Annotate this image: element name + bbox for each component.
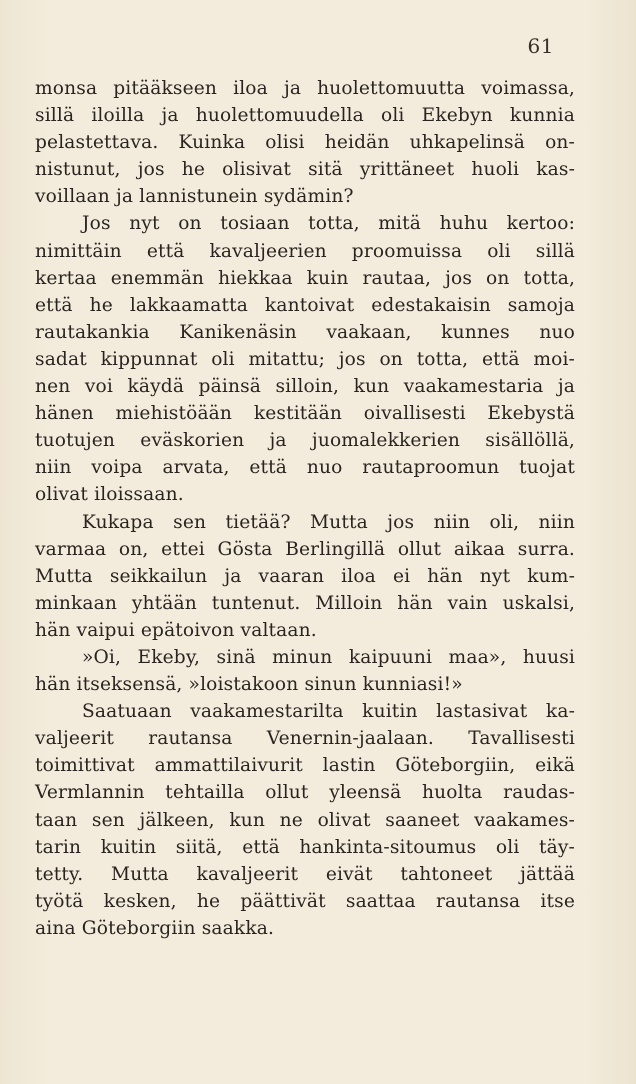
text-line: toimittivat ammattilaivurit lastin Göteborgiin, eikä (35, 755, 575, 777)
text-line: tuotujen eväskorien ja juomalekkerien sisällöllä, (35, 430, 575, 452)
text-line: olivat iloissaan. (35, 484, 184, 506)
text-line: nistunut, jos he olisivat sitä yrittäneet huoli kas- (35, 159, 575, 181)
text-line: Jos nyt on tosiaan totta, mitä huhu kertoo: (82, 213, 575, 235)
text-line: hän vaipui epätoivon valtaan. (35, 619, 317, 641)
text-line: aina Göteborgiin saakka. (35, 917, 275, 939)
text-line: työtä kesken, he päättivät saattaa rautansa itse (35, 890, 575, 912)
text-line: kertaa enemmän hiekkaa kuin rautaa, jos on totta, (35, 267, 575, 289)
body-text (35, 75, 575, 942)
text-line: minkaan yhtään tuntenut. Milloin hän vain uskalsi, (35, 592, 575, 614)
page-number: 61 (527, 34, 554, 58)
text-line: nen voi käydä päinsä silloin, kun vaakamestaria ja (35, 376, 575, 398)
text-line: Kukapa sen tietää? Mutta jos niin oli, niin (82, 511, 575, 533)
text-line: varmaa on, ettei Gösta Berlingillä ollut aikaa surra. (35, 538, 575, 560)
text-line: rautakankia Kanikenäsin vaakaan, kunnes nuo (35, 321, 575, 343)
text-line: »Oi, Ekeby, sinä minun kaipuuni maa», huusi (82, 646, 575, 668)
text-line: niin voipa arvata, että nuo rautaproomun tuojat (35, 457, 575, 479)
text-line: Vermlannin tehtailla ollut yleensä huolta raudas- (35, 782, 575, 804)
text-line: sillä iloilla ja huolettomuudella oli Ekebyn kunnia (35, 105, 575, 127)
text-line: pelastettava. Kuinka olisi heidän uhkapelinsä on- (35, 132, 575, 154)
text-line: tarin kuitin siitä, että hankinta-sitoumus oli täy- (35, 836, 575, 858)
text-line: Saatuaan vaakamestarilta kuitin lastasivat ka- (82, 701, 575, 723)
text-line: tetty. Mutta kavaljeerit eivät tahtoneet jättää (35, 863, 575, 885)
text-line: nimittäin että kavaljeerien proomuissa oli sillä (35, 240, 575, 262)
text-line: voillaan ja lannistunein sydämin? (35, 186, 354, 208)
text-line: hänen miehistöään kestitään oivallisesti Ekebystä (35, 403, 575, 425)
text-line: monsa pitääkseen iloa ja huolettomuutta voimassa, (35, 78, 575, 99)
text-line: Mutta seikkailun ja vaaran iloa ei hän nyt kum- (35, 565, 575, 587)
text-line: valjeerit rautansa Venernin-jaalaan. Tavallisesti (35, 728, 575, 750)
text-line: sadat kippunnat oli mitattu; jos on totta, että moi- (35, 348, 575, 370)
text-line: hän itseksensä, »loistakoon sinun kunniasi!» (35, 674, 463, 696)
text-line: että he lakkaamatta kantoivat edestakaisin samoja (35, 294, 575, 316)
text-line: taan sen jälkeen, kun ne olivat saaneet vaakames- (35, 809, 575, 831)
